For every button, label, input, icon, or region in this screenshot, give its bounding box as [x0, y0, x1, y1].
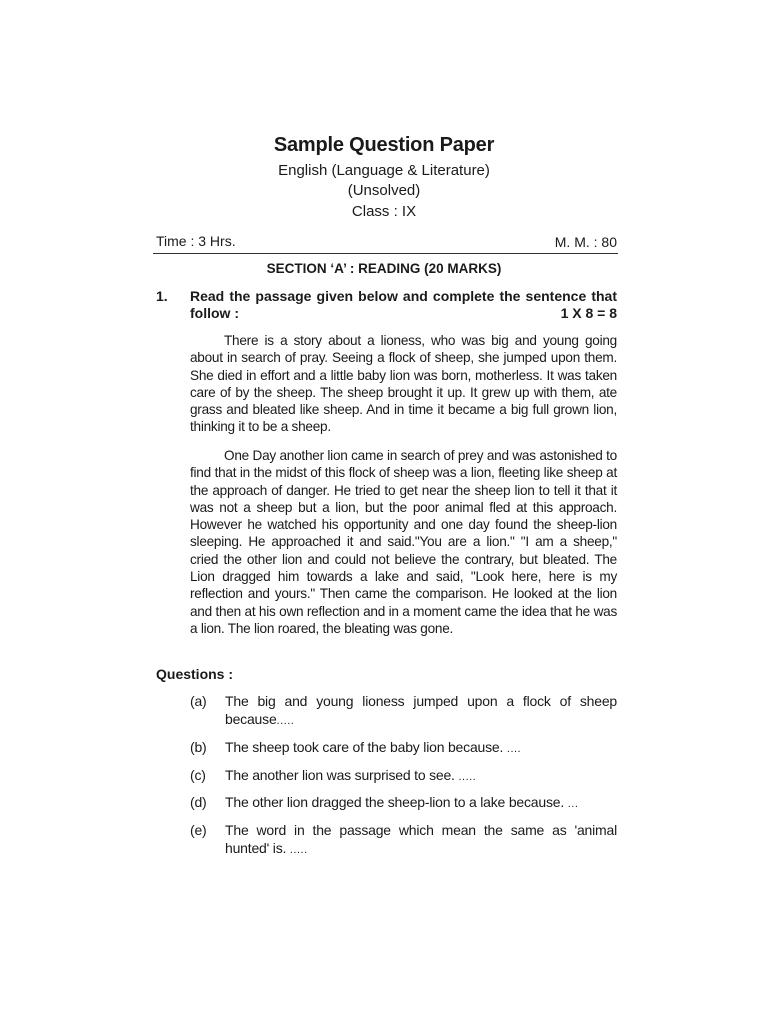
question-item: [190, 766, 617, 786]
blank-dots: .....: [276, 715, 295, 727]
question-marks: 1 X 8 = 8: [560, 305, 617, 321]
time-allowed: Time : 3 Hrs.: [156, 233, 236, 249]
question-item: [190, 692, 617, 730]
class-line: Class : IX: [351, 203, 417, 220]
section-heading: SECTION ‘A’ : READING (20 MARKS): [266, 261, 502, 276]
item-text: The another lion was surprised to see. .....: [225, 767, 477, 783]
question-item: [190, 793, 617, 813]
question-item: [190, 821, 617, 859]
blank-dots: ....: [506, 743, 522, 755]
question-number: 1.: [156, 288, 168, 304]
item-label: (d): [190, 794, 207, 810]
item-label: (a): [190, 693, 207, 709]
item-text: The other lion dragged the sheep-lion to a lake because. ...: [225, 794, 579, 810]
passage-paragraph-2: One Day another lion came in search of prey and was astonished to find that in the midst of this flock of sheep was a lion, fleeting like sheep at the approach of danger. He tried to get near the sheep lion to tell it that it was not a sheep but a lion, but the poor animal fled at this approach. However he watched his opportunity and one day found the sheep-lion sleeping. He approached it and said."You are a lion." "I am a sheep," cried the other lion and could not believe the contrary, but bleated. The Lion dragged him towards a lake and said, "Look here, here is my reflection and yours." Then came the comparison. He looked at the lion and then at his own reflection and in a moment came the idea that he was a lion. The lion roared, the bleating was gone.: [190, 448, 617, 636]
blank-dots: .....: [458, 771, 477, 783]
item-label: (b): [190, 739, 207, 755]
item-text: The big and young lioness jumped upon a flock of sheep because.....: [225, 693, 617, 727]
passage-paragraph-1: There is a story about a lioness, who was big and young going about in search of pray. Seeing a flock of sheep, she jumped upon them. She died in effort and a little baby lion was born, motherless. It was taken care of by the sheep. The sheep brought it up. It grew up with them, ate grass and bleated like sheep. And in time it became a big full grown lion, thinking it to be a sheep.: [190, 333, 617, 435]
question-instruction: Read the passage given below and complete the sentence that follow :: [190, 288, 617, 321]
header-divider: [153, 253, 618, 254]
blank-dots: ...: [567, 798, 579, 810]
paper-type: (Unsolved): [347, 182, 421, 199]
paper-title: Sample Question Paper: [273, 134, 495, 156]
subject-line: English (Language & Literature): [278, 162, 490, 179]
item-label: (c): [190, 767, 206, 783]
item-label: (e): [190, 822, 207, 838]
blank-dots: .....: [289, 844, 308, 856]
questions-heading: Questions :: [156, 666, 234, 682]
item-text: The sheep took care of the baby lion because. ....: [225, 739, 522, 755]
item-text: The word in the passage which mean the same as 'animal hunted' is. .....: [225, 822, 617, 856]
max-marks: M. M. : 80: [554, 234, 617, 250]
question-item: [190, 738, 617, 758]
